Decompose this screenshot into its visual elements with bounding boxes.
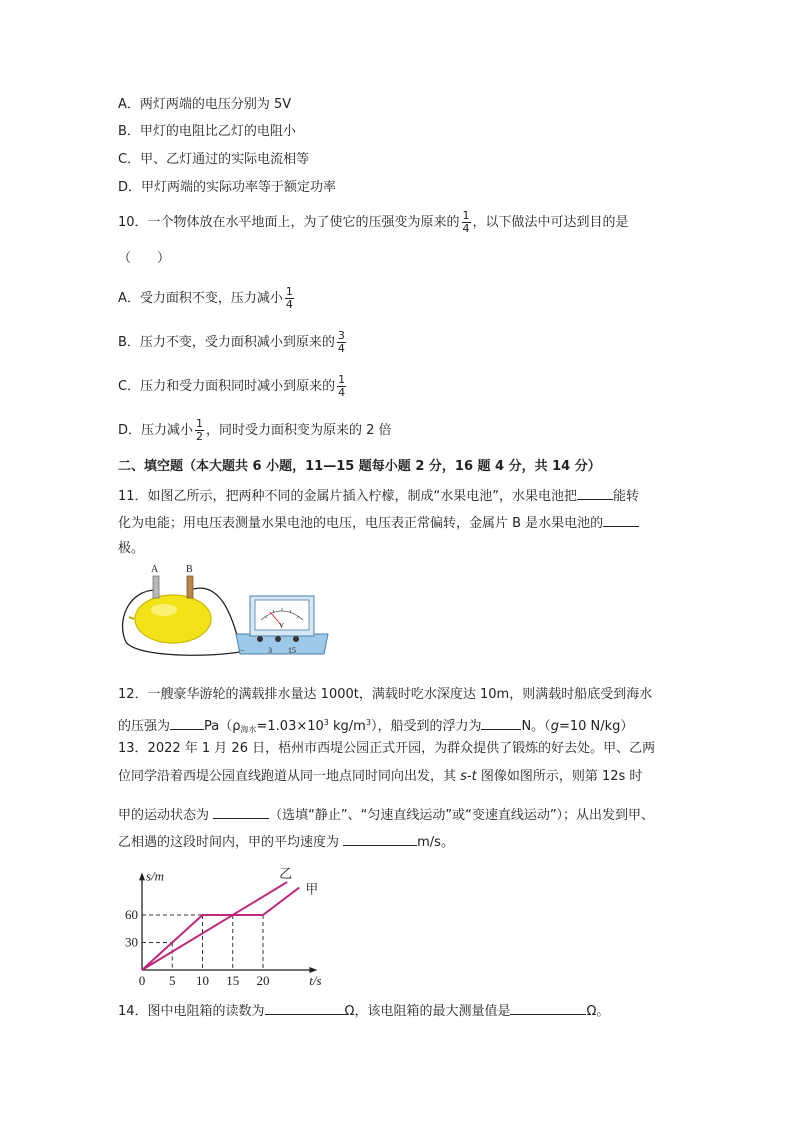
q9-option-a: A．两灯两端的电压分别为 5V <box>118 97 292 112</box>
q11-blank-1[interactable] <box>577 486 613 500</box>
q9-option-c: C．甲、乙灯通过的实际电流相等 <box>118 152 310 167</box>
x-tick-label: 20 <box>256 973 270 988</box>
label-a: A <box>151 564 159 575</box>
q12-blank-1[interactable] <box>170 716 204 730</box>
metal-plate-b <box>187 576 193 598</box>
q13-blank-2[interactable] <box>343 832 417 846</box>
q11-line-1: 11．如图乙所示，把两种不同的金属片插入柠檬，制成“水果电池”，水果电池把 能转 <box>118 486 639 506</box>
st-chart <box>118 858 328 988</box>
metal-plate-a <box>153 576 159 598</box>
q10-option-b-fraction: $\frac{3}{4}$ <box>337 329 345 355</box>
q13-blank-1[interactable] <box>213 805 269 819</box>
q11-line-2: 化为电能；用电压表测量水果电池的电压，电压表正常偏转，金属片 B 是水果电池的 <box>118 513 639 533</box>
q12-line-1: 12．一艘豪华游轮的满载排水量达 1000t，满载时吃水深度达 10m，则满载时船底受到海水 <box>118 687 653 702</box>
series-label-1: 乙 <box>279 865 293 881</box>
series-label-0: 甲 <box>305 881 319 897</box>
y-tick-label: 60 <box>125 906 138 922</box>
y-axis-label: s/m <box>146 868 165 884</box>
q11-blank-2[interactable] <box>603 513 639 527</box>
x-axis-label: t/s <box>309 973 322 988</box>
x-tick-label: 5 <box>169 973 176 988</box>
q13-line-1: 13．2022 年 1 月 26 日，梧州市西堤公园正式开园，为群众提供了锻炼的好去处。甲、乙两 <box>118 741 656 756</box>
q10-stem-text: 10．一个物体放在水平地面上，为了使它的压强变为原来的 <box>118 215 460 230</box>
q14-line: 14．图中电阻箱的读数为 Ω，该电阻箱的最大测量值是 Ω。 <box>118 1001 609 1021</box>
x-tick-label: 10 <box>196 973 209 988</box>
q9-option-b: B．甲灯的电阻比乙灯的电阻小 <box>118 124 296 139</box>
q10-option-d-fraction: $\frac{1}{2}$ <box>196 417 204 443</box>
q9-option-d: D．甲灯两端的实际功率等于额定功率 <box>118 180 337 195</box>
q13-line-2: 位同学沿着西堤公园直线跑道从同一地点同时同向出发，其 s-t 图像如图所示，则第 12s 时 <box>118 769 643 784</box>
q10-option-c-fraction: $\frac{1}{4}$ <box>338 373 346 399</box>
section-heading: 二、填空题（本大题共 6 小题，11—15 题每小题 2 分，16 题 4 分，共 14 分） <box>118 459 601 474</box>
series-line-0 <box>142 887 299 970</box>
q14-blank-2[interactable] <box>510 1001 586 1015</box>
q12-blank-2[interactable] <box>481 716 521 730</box>
q12-line-2: 的压强为 $Pa(\rho_{海水}=1.03\times 10^3$ $kg/m^3$），船受到的浮力为 N。（g=10 N/kg） <box>118 718 634 734</box>
q10-option-a: A．受力面积不变，压力减小 $\frac{1}{4}$ <box>118 285 293 311</box>
q10-option-a-fraction: $\frac{1}{4}$ <box>285 285 293 311</box>
terminal-minus: − <box>240 646 245 655</box>
q10-option-d: D．压力减小 $\frac{1}{2}$ ，同时受力面积变为原来的 2 倍 <box>118 417 392 443</box>
lemon <box>135 595 211 643</box>
q10-fraction: $\frac{1}{4}$ <box>462 209 470 235</box>
q11-line-3: 极。 <box>118 541 145 556</box>
y-axis-arrow <box>139 872 145 880</box>
meter-v-label: V <box>279 622 285 630</box>
y-tick-label: 30 <box>125 934 138 950</box>
lemon-battery-figure <box>118 562 333 664</box>
voltmeter <box>236 596 328 655</box>
x-tick-label: 15 <box>226 973 240 988</box>
q10-stem-tail: ，以下做法中可达到目的是 <box>472 215 629 230</box>
series-line-1 <box>142 882 287 970</box>
q10-option-b: B．压力不变，受力面积减小到原来的 $\frac{3}{4}$ <box>118 329 345 355</box>
q13-line-4: 乙相遇的这段时间内，甲的平均速度为 m/s。 <box>118 832 454 852</box>
q10-stem <box>118 210 629 235</box>
label-b: B <box>186 564 193 575</box>
terminal-15: 15 <box>288 646 296 655</box>
x-tick-label: 0 <box>138 973 146 988</box>
q14-blank-1[interactable] <box>265 1001 345 1015</box>
q10-option-c: C．压力和受力面积同时减小到原来的 $\frac{1}{4}$ <box>118 373 346 399</box>
q13-line-3: 甲的运动状态为 （选填“静止”、“匀速直线运动”或“变速直线运动”）；从出发到甲、 <box>118 805 654 825</box>
terminal-3: 3 <box>268 646 272 655</box>
q10-answer-paren: （ ） <box>118 251 171 266</box>
